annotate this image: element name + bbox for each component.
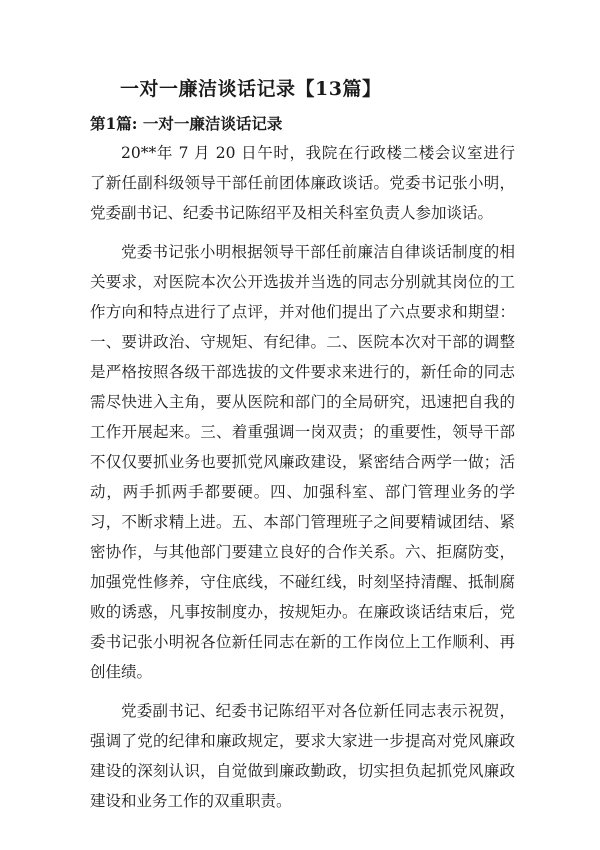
paragraph-secretary-requirements: 党委书记张小明根据领导干部任前廉洁自律谈话制度的相关要求，对医院本次公开选拔并当选的同志分别就其岗位的工作方向和特点进行了点评，并对他们提出了六点要求和期望：一、要讲政治、守规矩、有纪律。二、医院本次对干部的调整是严格按照各级干部选拔的文件要求来进行的，新任命的同志需尽快进入主角，要从医院和部门的全局研究，迅速把自我的工作开展起来。三、着重强调一岗双责；的重要性，领导干部不仅仅要抓业务也要抓党风廉政建设，紧密结合两学一做；活动，两手抓两手都要硬。四、加强科室、部门管理业务的学习，不断求精上进。五、本部门管理班子之间要精诚团结、紧密协作，与其他部门要建立良好的合作关系。六、拒腐防变，加强党性修养，守住底线，不碰红线，时刻坚持清醒、抵制腐败的诱惑，凡事按制度办，按规矩办。在廉政谈话结束后，党委书记张小明祝各位新任同志在新的工作岗位上工作顺利、再创佳绩。 — [90, 243, 515, 681]
paragraph-meeting-intro: 20**年 7 月 20 日午时，我院在行政楼二楼会议室进行了新任副科级领导干部任前团体廉政谈话。党委书记张小明，党委副书记、纪委书记陈绍平及相关科室负责人参加谈话。 — [90, 144, 515, 222]
document-body — [90, 138, 515, 825]
section-heading: 第1篇: 一对一廉洁谈话记录 — [90, 114, 283, 133]
paragraph-deputy-secretary-remarks: 党委副书记、纪委书记陈绍平对各位新任同志表示祝贺，强调了党的纪律和廉政规定，要求大家进一步提高对党风廉政建设的深刻认识，自觉做到廉政勤政，切实担负起抓党风廉政建设和业务工作的双重职责。 — [90, 702, 515, 810]
document-title: 一对一廉洁谈话记录【13篇】 — [120, 78, 382, 100]
